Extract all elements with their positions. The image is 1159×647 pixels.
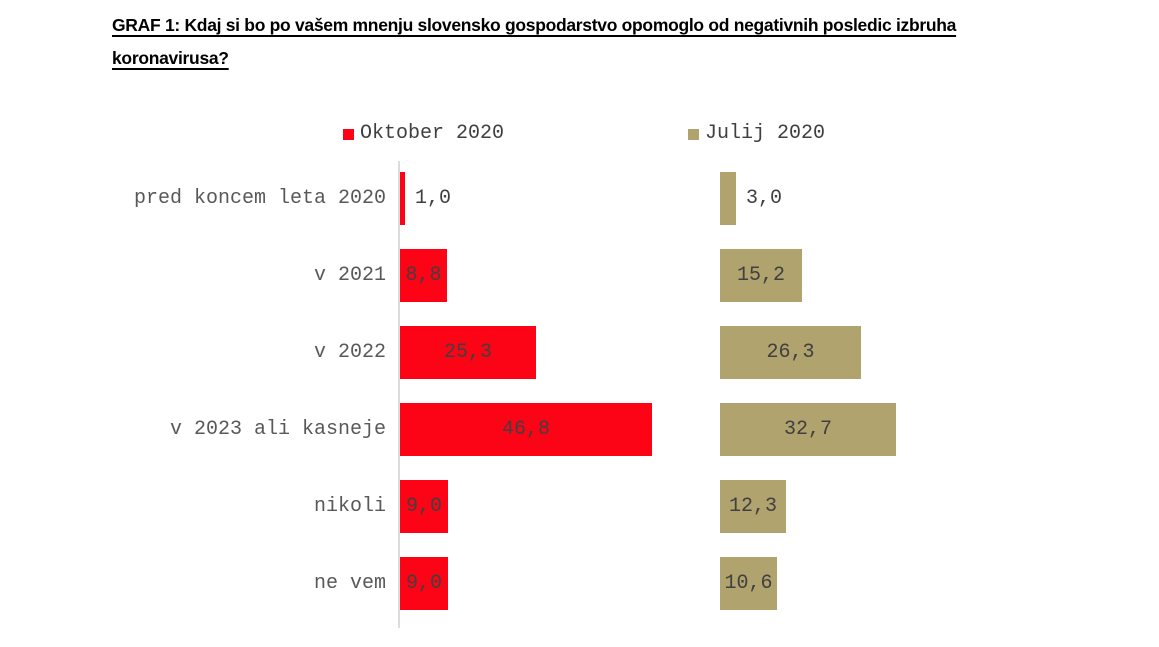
category-label: pred koncem leta 2020 bbox=[133, 187, 386, 210]
category-label: v 2021 bbox=[313, 264, 386, 287]
bar-value-label: 9,0 bbox=[405, 572, 442, 595]
legend-swatch-julij-2020-icon bbox=[688, 129, 699, 140]
chart-title-line2: koronavirusa? bbox=[112, 48, 229, 68]
legend-item-oktober-2020 bbox=[343, 121, 504, 145]
bar-value-label: 10,6 bbox=[724, 572, 773, 595]
category-label: v 2023 ali kasneje bbox=[169, 418, 386, 441]
bar-value-label: 1,0 bbox=[415, 187, 452, 210]
bar-value-label: 12,3 bbox=[728, 495, 777, 518]
category-label: nikoli bbox=[313, 495, 386, 518]
bar-value-label: 9,0 bbox=[405, 495, 442, 518]
chart-title bbox=[112, 9, 1092, 75]
legend-swatch-oktober-2020-icon bbox=[343, 129, 354, 140]
bar-value-label: 8,8 bbox=[405, 264, 442, 287]
category-label: v 2022 bbox=[313, 341, 386, 364]
bar-value-label: 25,3 bbox=[443, 341, 492, 364]
bar-julij-2020 bbox=[720, 172, 736, 225]
bar-value-label: 32,7 bbox=[783, 418, 832, 441]
bar-value-label: 46,8 bbox=[501, 418, 550, 441]
bar-oktober-2020 bbox=[400, 172, 405, 225]
bar-value-label: 3,0 bbox=[746, 187, 783, 210]
legend-item-julij-2020 bbox=[688, 121, 825, 145]
bar-value-label: 26,3 bbox=[766, 341, 815, 364]
legend-label-julij-2020: Julij 2020 bbox=[705, 121, 826, 145]
legend-label-oktober-2020: Oktober 2020 bbox=[360, 121, 505, 145]
category-label: ne vem bbox=[313, 572, 386, 595]
chart-title-line1: GRAF 1: Kdaj si bo po vašem mnenju slovensko gospodarstvo opomoglo od negativnih posledic izbruha bbox=[112, 15, 957, 35]
bar-value-label: 15,2 bbox=[736, 264, 785, 287]
